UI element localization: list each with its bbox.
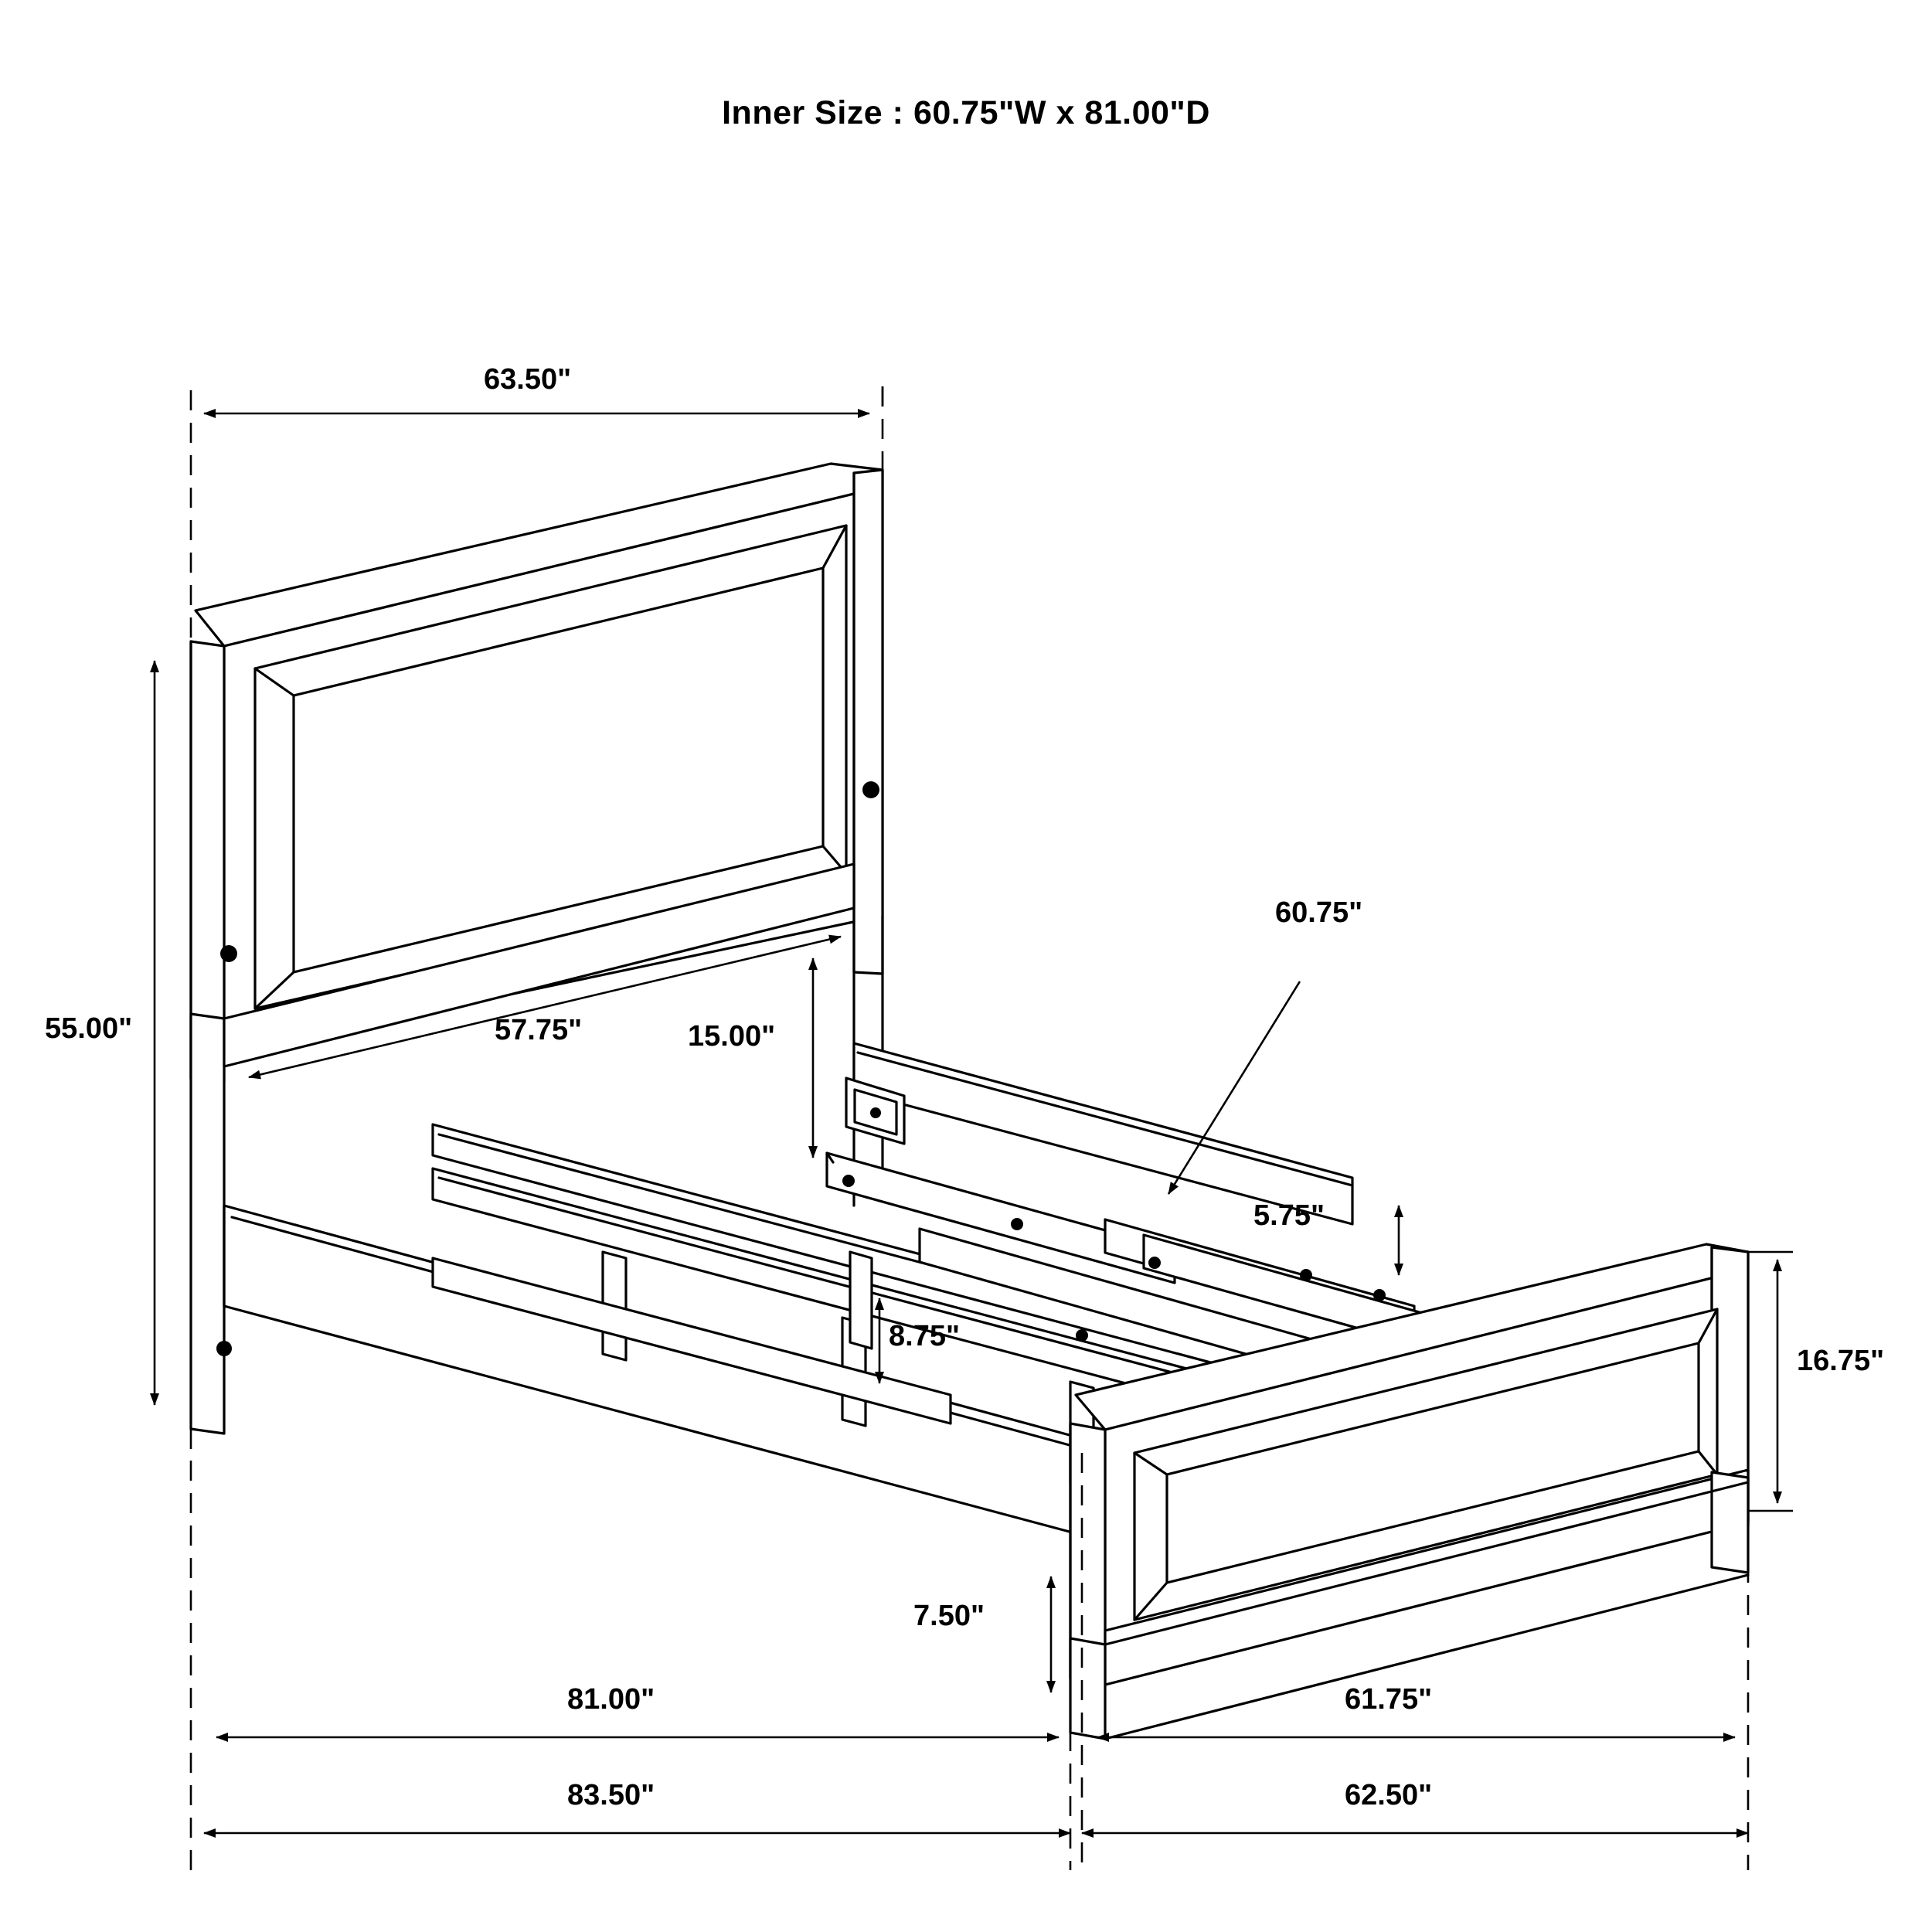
dim-label-inner-headboard-width: 57.75" bbox=[495, 1014, 583, 1046]
dim-label-footboard-clearance: 7.50" bbox=[913, 1600, 985, 1632]
dim-label-footboard-inner-width: 61.75" bbox=[1345, 1683, 1433, 1716]
dim-label-footboard-width: 62.50" bbox=[1345, 1779, 1433, 1811]
page-title: Inner Size : 60.75"W x 81.00"D bbox=[722, 94, 1210, 131]
dim-label-inner-length: 81.00" bbox=[567, 1683, 655, 1716]
dim-label-footboard-height: 16.75" bbox=[1797, 1345, 1885, 1377]
dim-label-overall-height: 55.00" bbox=[45, 1012, 133, 1045]
dim-label-slat-width: 60.75" bbox=[1275, 896, 1363, 929]
dim-label-support-height: 8.75" bbox=[889, 1320, 960, 1352]
dim-label-slat-thickness: 5.75" bbox=[1253, 1199, 1325, 1232]
dim-label-rail-height: 15.00" bbox=[688, 1020, 776, 1053]
dim-label-overall-length: 83.50" bbox=[567, 1779, 655, 1811]
dim-label-headboard-width: 63.50" bbox=[484, 363, 572, 396]
